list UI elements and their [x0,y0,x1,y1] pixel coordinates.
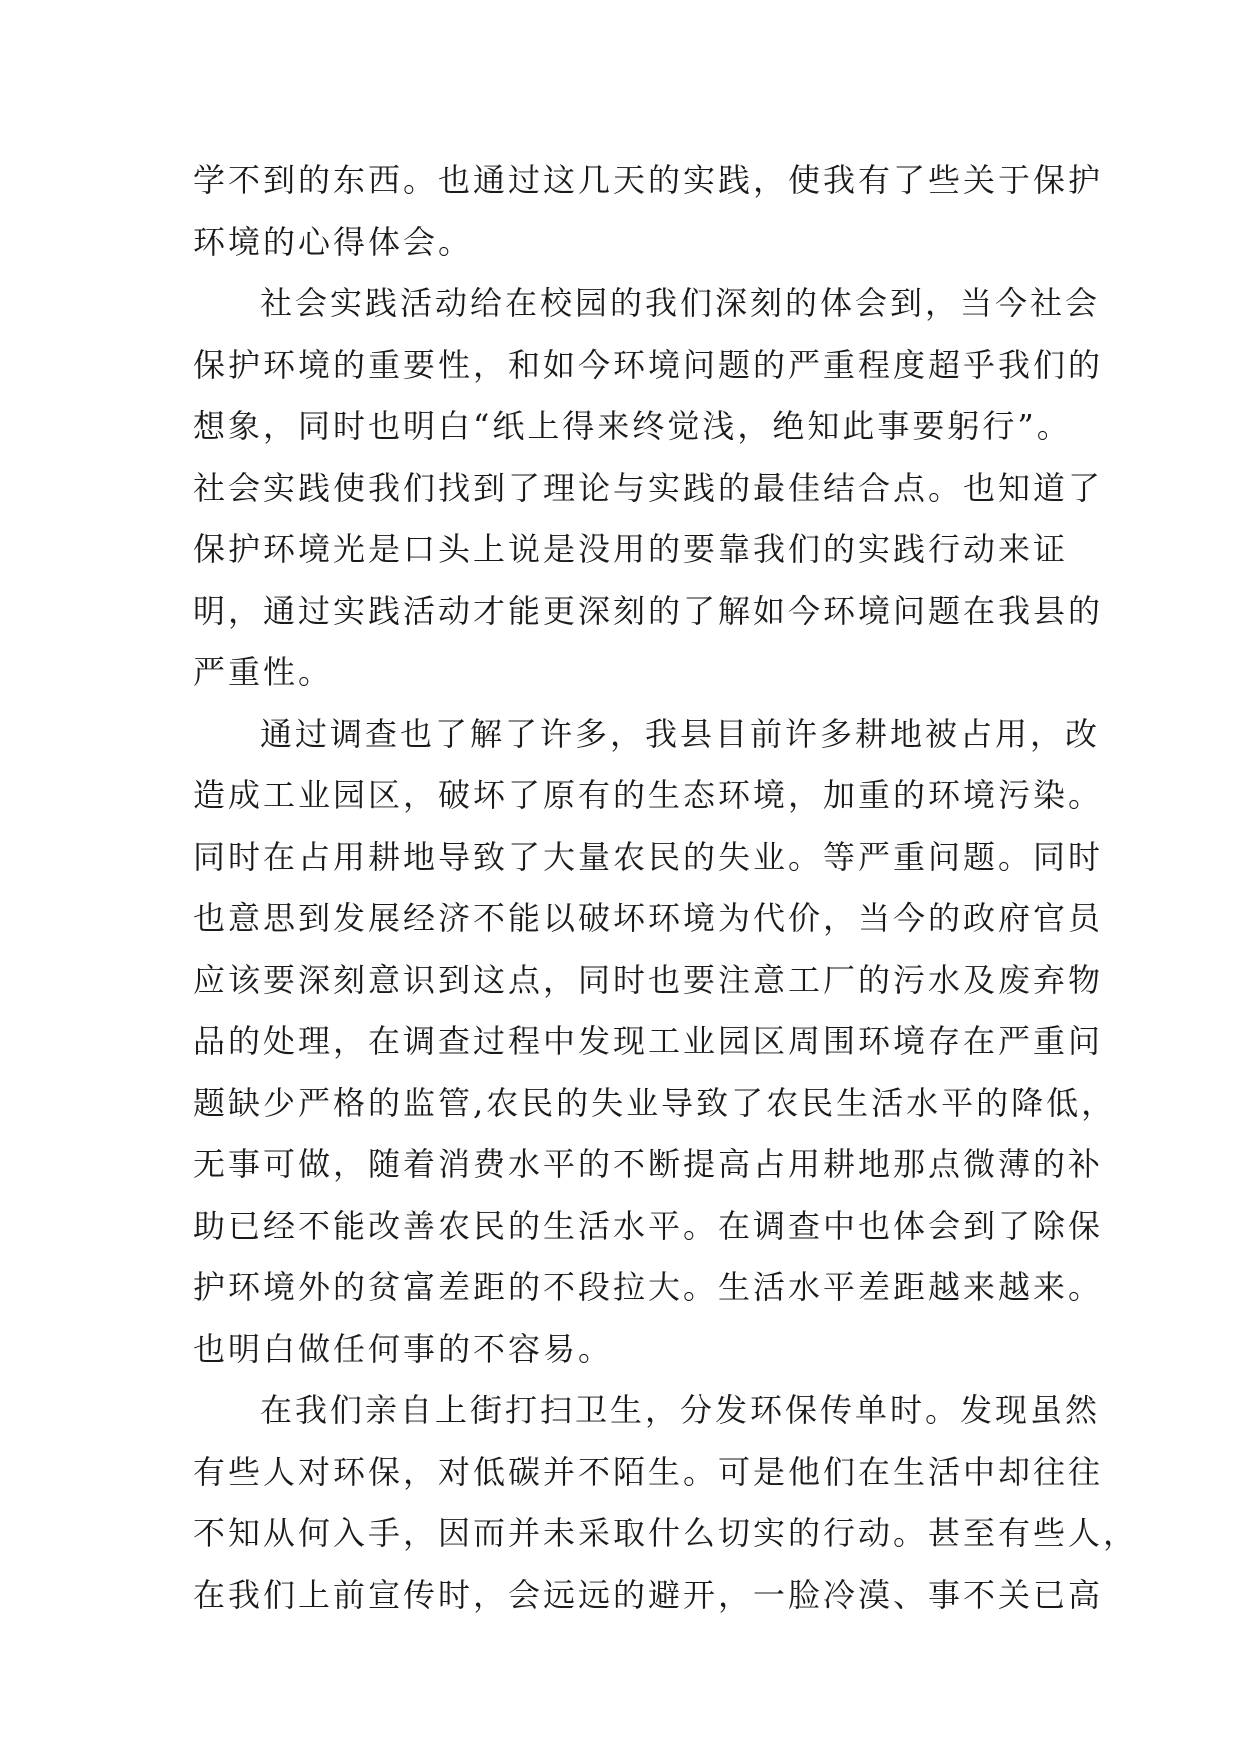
text-line: 严重性。 [193,653,334,691]
text-line: 在我们亲自上街打扫卫生，分发环保传单时。发现虽然 [260,1391,1101,1429]
text-line: 环境的心得体会。 [193,222,474,261]
paragraph [193,1380,1139,1626]
text-line: 通过调查也了解了许多，我县目前许多耕地被占用，改 [260,714,1101,753]
text-line: 保护环境的重要性，和如今环境问题的严重程度超乎我们的 [193,345,1104,384]
text-line: 也明白做任何事的不容易。 [193,1329,614,1368]
text-line: 社会实践使我们找到了理论与实践的最佳结合点。也知道了 [193,468,1104,507]
text-line: 品的处理，在调查过程中发现工业园区周围环境存在严重问 [193,1022,1104,1060]
text-line: 不知从何入手，因而并未采取什么切实的行动。甚至有些人， [193,1514,1139,1552]
text-line: 保护环境光是口头上说是没用的要靠我们的实践行动来证 [193,530,1069,568]
text-line: 同时在占用耕地导致了大量农民的失业。等严重问题。同时 [193,837,1104,876]
text-line: 想象，同时也明白“纸上得来终觉浅，绝知此事要躬行”。 [193,407,1072,445]
text-line: 造成工业园区，破坏了原有的生态环境，加重的环境污染。 [193,776,1104,814]
text-line: 有些人对环保，对低碳并不陌生。可是他们在生活中却往往 [193,1452,1104,1491]
text-line: 也意思到发展经济不能以破坏环境为代价，当今的政府官员 [193,899,1104,937]
paragraph [193,273,1104,704]
text-line: 无事可做，随着消费水平的不断提高占用耕地那点微薄的补 [193,1145,1104,1183]
text-line: 护环境外的贫富差距的不段拉大。生活水平差距越来越来。 [193,1268,1104,1306]
paragraph [193,704,1117,1381]
paragraph [193,150,1104,273]
text-line: 学不到的东西。也通过这几天的实践，使我有了些关于保护 [193,161,1104,199]
text-line: 助已经不能改善农民的生活水平。在调查中也体会到了除保 [193,1206,1104,1245]
text-line: 题缺少严格的监管,农民的失业导致了农民生活水平的降低， [193,1083,1117,1122]
document-body [193,150,1139,1626]
text-line: 应该要深刻意识到这点，同时也要注意工厂的污水及废弃物 [193,960,1104,999]
text-line: 在我们上前宣传时，会远远的避开，一脸冷漠、事不关已高 [193,1575,1104,1614]
text-line: 社会实践活动给在校园的我们深刻的体会到，当今社会 [260,284,1101,322]
text-line: 明，通过实践活动才能更深刻的了解如今环境问题在我县的 [193,591,1104,630]
